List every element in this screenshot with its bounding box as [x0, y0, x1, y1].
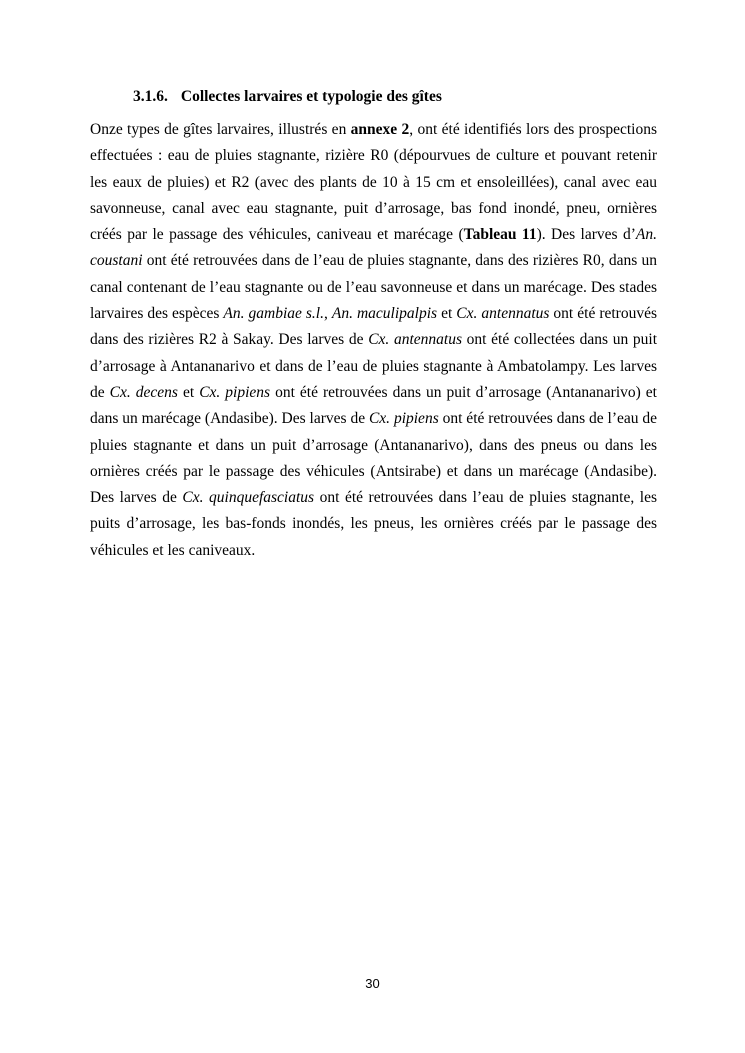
text-segment: ont été retrouvées dans de l’eau de pluies stagnante et dans un puit d’arrosage (Antananarivo), dans des pneus ou dans les ornières créés par le passage des véhicules (Antsirabe) et dans un marécage (Andasibe). Des larves de [90, 410, 658, 507]
text-segment: , ont été identifiés lors des prospections effectuées : eau de pluies stagnante, rizière R0 (dépourvues de culture et pouvant retenir les eaux de pluies) et R2 (avec des plants de 10 à 15 cm et ensoleillées), canal avec eau savonneuse, canal avec eau stagnante, puit d’arrosage, bas fond inondé, pneu, ornières créés par le passage des véhicules, caniveau et marécage ( [90, 121, 657, 244]
text-segment: An. coustani [90, 226, 657, 270]
text-segment: Onze types de gîtes larvaires, illustrés en [90, 121, 351, 138]
text-segment: Cx. pipiens [199, 383, 271, 401]
text-segment: et [437, 305, 457, 323]
text-segment: Cx. antennatus [368, 331, 462, 349]
page-content [90, 89, 657, 564]
text-segment: Cx. quinquefasciatus [182, 489, 315, 507]
text-segment: Cx. decens [109, 383, 178, 401]
text-segment: ont été retrouvées dans un puit d’arrosage (Antananarivo) et dans un marécage (Andasibe). Des larves de [90, 383, 657, 428]
text-segment: An. maculipalpis [331, 305, 438, 323]
text-segment: ont été collectées dans un puit d’arrosage à Antananarivo et dans de l’eau de pluies stagnante à Ambatolampy. Les larves de [90, 331, 658, 401]
text-segment: annexe 2 [350, 121, 410, 138]
section-heading [90, 89, 657, 105]
text-segment: Cx. antennatus [456, 305, 550, 323]
text-segment: ont été retrouvés dans des rizières R2 à Sakay. Des larves de [90, 305, 658, 349]
page-number: 30 [365, 976, 380, 991]
text-segment: ont été retrouvées dans l’eau de pluies stagnante, les puits d’arrosage, les bas-fonds inondés, les pneus, les ornières créés par le passage des véhicules et les caniveaux. [90, 489, 658, 559]
text-segment: ). Des larves d’ [536, 226, 636, 244]
text-segment: Cx. pipiens [368, 410, 439, 428]
text-segment: ont été retrouvées dans de l’eau de pluies stagnante, dans des rizières R0, dans un canal contenant de l’eau stagnante ou de l’eau savonneuse et dans un marécage. Des stades larvaires des espèces [90, 252, 657, 323]
text-segment: et [177, 383, 200, 401]
text-segment: , [323, 305, 332, 323]
text-segment: Tableau 11 [463, 226, 537, 244]
text-segment: An. gambiae s.l. [223, 305, 324, 323]
section-title: Collectes larvaires et typologie des gîtes [180, 88, 442, 105]
body-paragraph [90, 117, 657, 564]
section-number: 3.1.6. [133, 88, 168, 105]
